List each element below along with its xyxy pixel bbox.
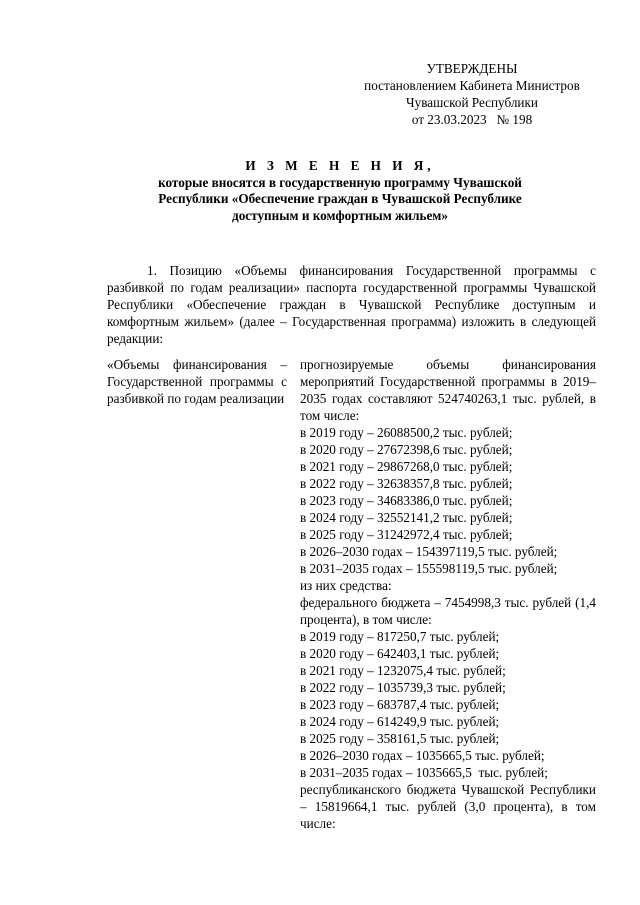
approval-republic: Чувашской Республики <box>406 95 538 110</box>
heading-line-3: доступным и комфортным жильем» <box>232 207 448 223</box>
federal-year-2022: в 2022 году – 1035739,3 тыс. рублей; <box>300 680 506 695</box>
republic-budget-text: республиканского бюджета Чувашской Республики – 15819664,1 тыс. рублей (3,0 процента), в том числе: <box>300 782 596 831</box>
total-year-2024: в 2024 году – 32552141,2 тыс. рублей; <box>300 510 513 525</box>
total-year-2021: в 2021 году – 29867268,0 тыс. рублей; <box>300 459 513 474</box>
heading-line-1: которые вносятся в государственную программу Чувашской <box>158 174 522 190</box>
federal-year-2019: в 2019 году – 817250,7 тыс. рублей; <box>300 629 500 644</box>
intro-paragraph: 1. Позицию «Объемы финансирования Государственной программы с разбивкой по годам реализации» паспорта государственной программы Чувашской Республики «Обеспечение граждан в Чувашской Республике доступным и комфортным жильем» (далее – Государственная программа) изложить в следующей редакции: <box>107 263 596 346</box>
federal-year-2021: в 2021 году – 1232075,4 тыс. рублей; <box>300 663 506 678</box>
total-funding-text: прогнозируемые объемы финансирования мероприятий Государственной программы в 2019–2035 годах составляют 524740263,1 тыс. рублей, в том числе: <box>300 357 596 423</box>
total-year-2025: в 2025 году – 31242972,4 тыс. рублей; <box>300 527 513 542</box>
approval-date-number: от 23.03.2023 № 198 <box>411 112 533 127</box>
table-left-cell: «Объемы финансирования – Государственной программы с разбивкой по годам реализации <box>107 357 287 406</box>
table-right-cell <box>300 356 596 832</box>
document-heading <box>120 158 560 224</box>
federal-year-2024: в 2024 году – 614249,9 тыс. рублей; <box>300 714 500 729</box>
federal-years-2026-2030: в 2026–2030 годах – 1035665,5 тыс. рублей; <box>300 748 545 763</box>
heading-line-2: Республики «Обеспечение граждан в Чувашской Республике <box>158 191 522 206</box>
document-title: И З М Е Н Е Н И Я, <box>245 158 435 173</box>
federal-year-2023: в 2023 году – 683787,4 тыс. рублей; <box>300 697 500 712</box>
approval-block <box>352 60 592 128</box>
total-year-2023: в 2023 году – 34683386,0 тыс. рублей; <box>300 493 513 508</box>
approval-decree: постановлением Кабинета Министров <box>364 78 580 93</box>
sources-intro: из них средства: <box>300 578 392 593</box>
total-year-2020: в 2020 году – 27672398,6 тыс. рублей; <box>300 442 513 457</box>
federal-years-2031-2035: в 2031–2035 годах – 1035665,5 тыс. рублей; <box>300 765 548 780</box>
total-year-2019: в 2019 году – 26088500,2 тыс. рублей; <box>300 425 513 440</box>
total-years-2031-2035: в 2031–2035 годах – 155598119,5 тыс. рублей; <box>300 561 558 576</box>
federal-year-2025: в 2025 году – 358161,5 тыс. рублей; <box>300 731 500 746</box>
approval-title: УТВЕРЖДЕНЫ <box>426 61 518 76</box>
total-years-2026-2030: в 2026–2030 годах – 154397119,5 тыс. рублей; <box>300 544 558 559</box>
total-year-2022: в 2022 году – 32638357,8 тыс. рублей; <box>300 476 513 491</box>
federal-budget-text: федерального бюджета – 7454998,3 тыс. рублей (1,4 процента), в том числе: <box>300 595 596 627</box>
federal-year-2020: в 2020 году – 642403,1 тыс. рублей; <box>300 646 500 661</box>
